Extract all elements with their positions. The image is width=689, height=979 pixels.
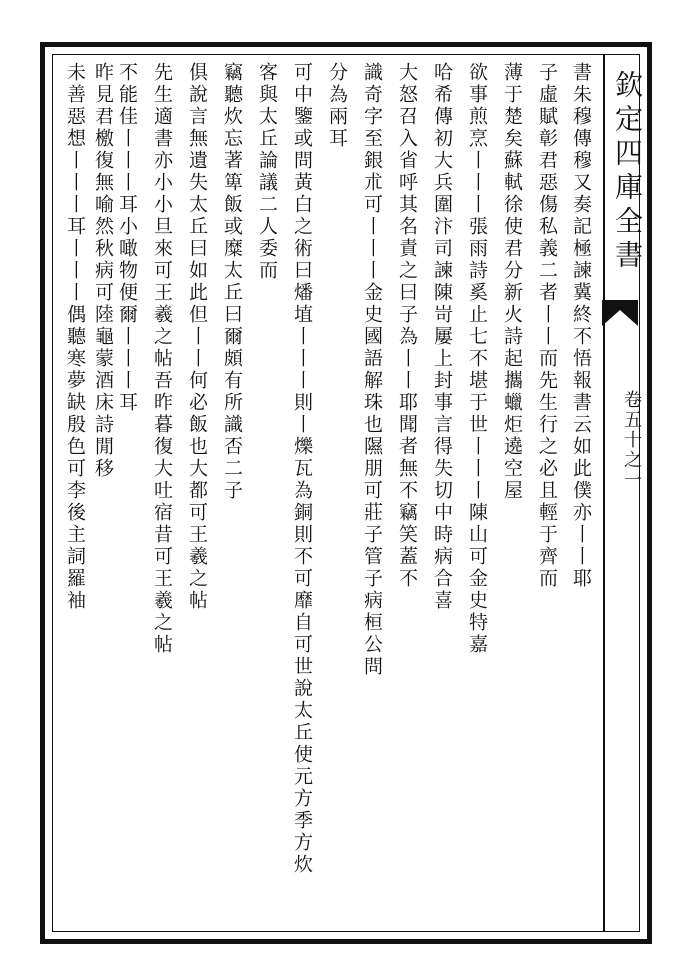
margin-book-title: 欽定四庫全書 (611, 70, 644, 274)
text-column: 大怒召入省呼其名責之曰子為丨丨耶聞者無不竊笑蓋不 (396, 62, 418, 590)
text-column: 書朱穆傳穆又奏記極諫冀終不悟報書云如此僕亦丨丨耶 (570, 62, 592, 590)
center-gutter-rule (603, 54, 605, 932)
text-column: 客與太丘論議二人委而 (256, 62, 278, 282)
margin-volume-label: 卷五十之一 (621, 390, 642, 490)
text-column: 子虛賦彰君惡傷私義二者丨丨而先生行之必且輕于齊而 (536, 62, 558, 590)
text-column: 昨見君檄復無喻然秋病可陸龜蒙酒床詩閒移 (92, 62, 114, 480)
text-column: 分為兩耳 (326, 62, 348, 150)
text-column: 薄于楚矣蘇軾徐使君分新火詩起攜蠟炬遶空屋 (501, 62, 523, 502)
text-column: 未善惡想丨丨丨耳丨丨丨偶聽寒夢缺殷色可李後主詞羅袖 (64, 62, 86, 612)
text-column: 欲事煎烹丨丨丨張雨詩奚止七不堪于世丨丨丨陳山可金史特嘉 (466, 62, 488, 656)
text-column: 可中鑒或問黃白之術曰燔埴丨丨丨則丨爍瓦為銅則不可靡自可世說太丘使元方季方炊 (291, 62, 313, 876)
text-column: 哈希傳初大兵圍汴司諫陳岢屢上封事言得失切中時病合喜 (431, 62, 453, 612)
text-column: 先生適書亦小小旦來可王羲之帖吾昨暮復大吐宿昔可王羲之帖 (151, 62, 173, 656)
text-column: 不能佳丨丨丨耳小噉物便爾丨丨丨耳 (116, 62, 138, 414)
text-column: 竊聽炊忘著箄飯或糜太丘曰爾頗有所識否二子 (221, 62, 243, 502)
fish-tail-mark-icon (602, 300, 638, 326)
text-column: 識奇字至銀朮可丨丨丨金史國語解珠也隰朋可莊子管子病桓公問 (361, 62, 383, 678)
text-column: 俱說言無遺失太丘曰如此但丨丨何必飯也大都可王羲之帖 (186, 62, 208, 612)
